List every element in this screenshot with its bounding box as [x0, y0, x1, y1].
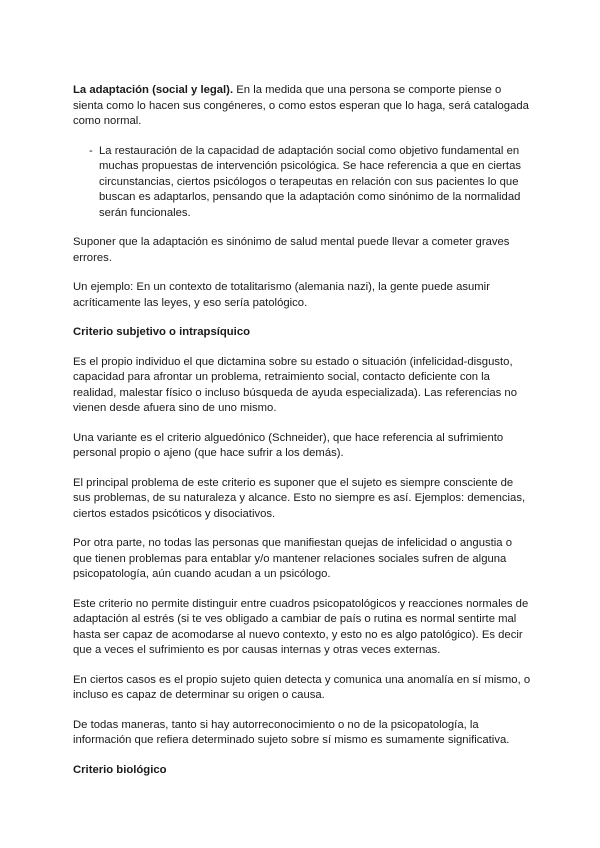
paragraph: Este criterio no permite distinguir entre cuadros psicopatológicos y reacciones normales de adaptación al estrés (si te ves obligado a cambiar de país o rutina es normal sentirte mal hasta ser capaz de acomodarse al nuevo contexto, y esto no es algo patológico). Es decir que a veces el sufrimiento es por causas internas y otras veces externas.: [73, 597, 529, 656]
bullet-marker: -: [89, 144, 93, 157]
list-item: [73, 144, 533, 222]
bullet-text: La restauración de la capacidad de adaptación social como objetivo fundamental en muchas propuestas de intervención psicológica. Se hace referencia a que en ciertas circunstancias, ciertos psicólogos o terapeutas en relación con sus pacientes lo que buscan es adaptarlos, pensando que la adaptación como sinónimo de la normalidad serán funcionales.: [99, 144, 522, 219]
heading-criterio-subjetivo: Criterio subjetivo o intrapsíquico: [73, 326, 251, 338]
paragraph: Por otra parte, no todas las personas que manifiestan quejas de infelicidad o angustia o que tienen problemas para entablar y/o mantener relaciones sociales sufren de alguna psicopatología, aún cuando acudan a un psicólogo.: [73, 537, 512, 580]
paragraph-ejemplo: Un ejemplo: En un contexto de totalitarismo (alemania nazi), la gente puede asumir acríticamente las leyes, y eso sería patológico.: [73, 281, 490, 309]
document-body: [73, 83, 533, 778]
paragraph: Una variante es el criterio alguedónico (Schneider), que hace referencia al sufrimiento personal propio o ajeno (que hace sufrir a los demás).: [73, 431, 504, 459]
intro-text: En la medida que una persona se comporte piense o sienta como lo hacen sus congéneres, o como estos esperan que lo haga, será catalogada como normal.: [73, 84, 529, 127]
intro-paragraph: [73, 83, 533, 130]
paragraph: De todas maneras, tanto si hay autorreconocimiento o no de la psicopatología, la información que refiera determinado sujeto sobre sí mismo es sumamente significativa.: [73, 718, 510, 746]
paragraph: En ciertos casos es el propio sujeto quien detecta y comunica una anomalía en sí mismo, o incluso es capaz de determinar su origen o causa.: [73, 673, 531, 701]
paragraph: El principal problema de este criterio es suponer que el sujeto es siempre consciente de sus problemas, de su naturaleza y alcance. Esto no siempre es así. Ejemplos: demencias, ciertos estados psicóticos y disociativos.: [73, 476, 526, 520]
paragraph: Es el propio individuo el que dictamina sobre su estado o situación (infelicidad-disgusto, capacidad para afrontar un problema, retraimiento social, contacto deficiente con la realidad, malestar físico o incluso búsqueda de ayuda especializada). Las referencias no vienen desde afuera sino de uno mismo.: [73, 355, 517, 414]
intro-lead: La adaptación (social y legal).: [73, 84, 234, 96]
paragraph-suponer: Suponer que la adaptación es sinónimo de salud mental puede llevar a cometer graves errores.: [73, 236, 510, 264]
heading-criterio-biologico: Criterio biológico: [73, 763, 167, 776]
